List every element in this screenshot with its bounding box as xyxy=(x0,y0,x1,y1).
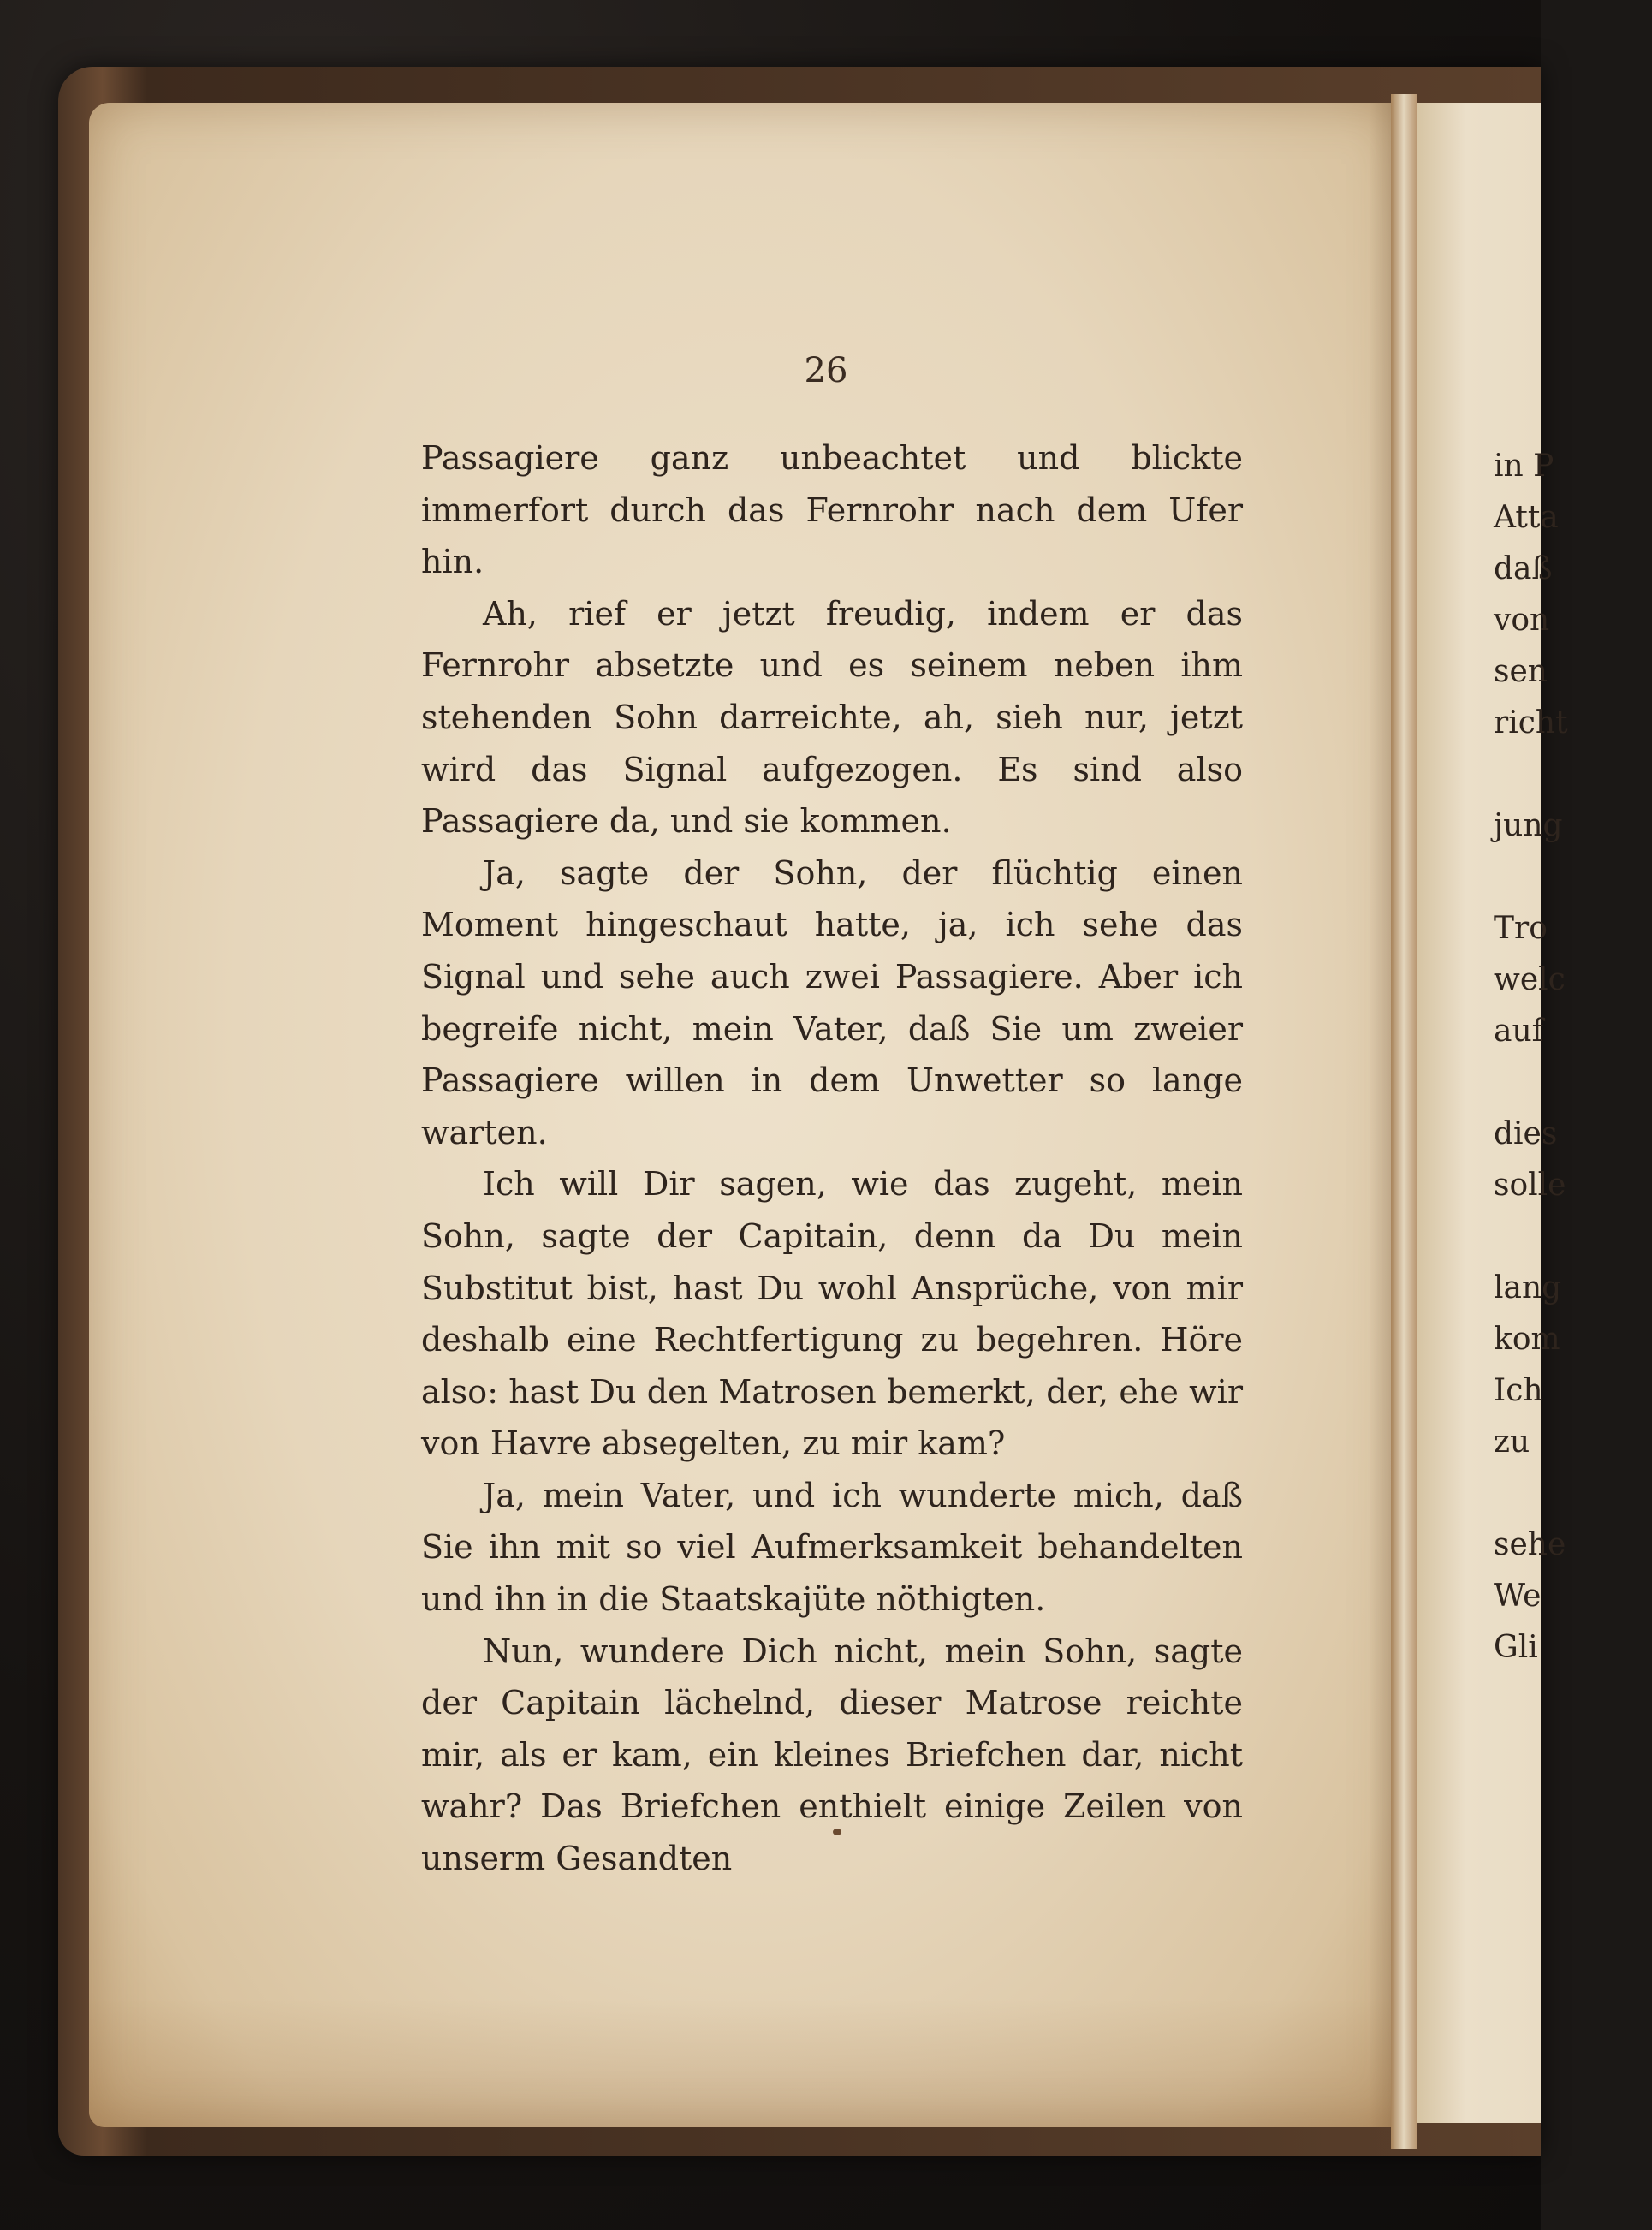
facing-line xyxy=(1494,1468,1545,1519)
facing-line: jung xyxy=(1494,808,1563,843)
facing-line xyxy=(1494,1211,1545,1263)
facing-line: zu xyxy=(1494,1424,1530,1460)
facing-line: daß xyxy=(1494,551,1553,586)
facing-line: Tro xyxy=(1494,911,1548,946)
facing-line xyxy=(1494,1057,1545,1109)
page-text xyxy=(421,432,1243,1885)
paragraph: Ja, sagte der Sohn, der flüchtig einen Moment hingeschaut hatte, ja, ich sehe das Signal und sehe auch zwei Passagiere. Aber ich begreife nicht, mein Vater, daß Sie um zweier Passagiere willen in dem Unwetter so lange warten. xyxy=(421,853,1243,1151)
facing-line: Atta xyxy=(1494,500,1559,535)
facing-page-text xyxy=(1494,441,1568,1674)
facing-line: Ich xyxy=(1494,1373,1543,1408)
facing-line: auf xyxy=(1494,1014,1543,1049)
facing-line: solle xyxy=(1494,1168,1566,1203)
facing-line xyxy=(1494,852,1545,903)
facing-line: in P xyxy=(1494,449,1554,484)
facing-line: sen xyxy=(1494,654,1548,689)
facing-line: lang xyxy=(1494,1270,1562,1305)
facing-line: richt xyxy=(1494,705,1568,740)
page-number: 26 xyxy=(804,351,848,390)
paragraph: Passagiere ganz unbeachtet und blickte immerfort durch das Fernrohr nach dem Ufer hin. xyxy=(421,439,1243,581)
facing-line: von xyxy=(1494,603,1550,638)
facing-line: sehe xyxy=(1494,1527,1566,1562)
paragraph: Ah, rief er jetzt freudig, indem er das Fernrohr absetzte und es seinem neben ihm stehenden Sohn darreichte, ah, sieh nur, jetzt wird das Signal aufgezogen. Es sind also Passagiere da, und sie kommen. xyxy=(421,594,1243,841)
ink-spot xyxy=(833,1829,841,1835)
facing-line: kom xyxy=(1494,1322,1560,1357)
facing-line: dies xyxy=(1494,1116,1558,1151)
paragraph: Ja, mein Vater, und ich wunderte mich, daß Sie ihn mit so viel Aufmerksamkeit behandelten und ihn in die Staatskajüte nöthigten. xyxy=(421,1476,1243,1619)
page-stain xyxy=(89,1999,1403,2127)
paragraph: Nun, wundere Dich nicht, mein Sohn, sagte der Capitain lächelnd, dieser Matrose reichte mir, als er kam, ein kleines Briefchen dar, nicht wahr? Das Briefchen enthielt einige Zeilen von unserm Gesandten xyxy=(421,1632,1243,1878)
book-gutter xyxy=(1391,94,1417,2149)
facing-line: Gli xyxy=(1494,1630,1538,1665)
facing-line: welc xyxy=(1494,962,1566,997)
facing-line xyxy=(1494,749,1545,800)
facing-line: We xyxy=(1494,1579,1542,1614)
paragraph: Ich will Dir sagen, wie das zugeht, mein Sohn, sagte der Capitain, denn da Du mein Substitut bist, hast Du wohl Ansprüche, von mir deshalb eine Rechtfertigung zu begehren. Höre also: hast Du den Matrosen bemerkt, der, ehe wir von Havre absegelten, zu mir kam? xyxy=(421,1165,1243,1463)
